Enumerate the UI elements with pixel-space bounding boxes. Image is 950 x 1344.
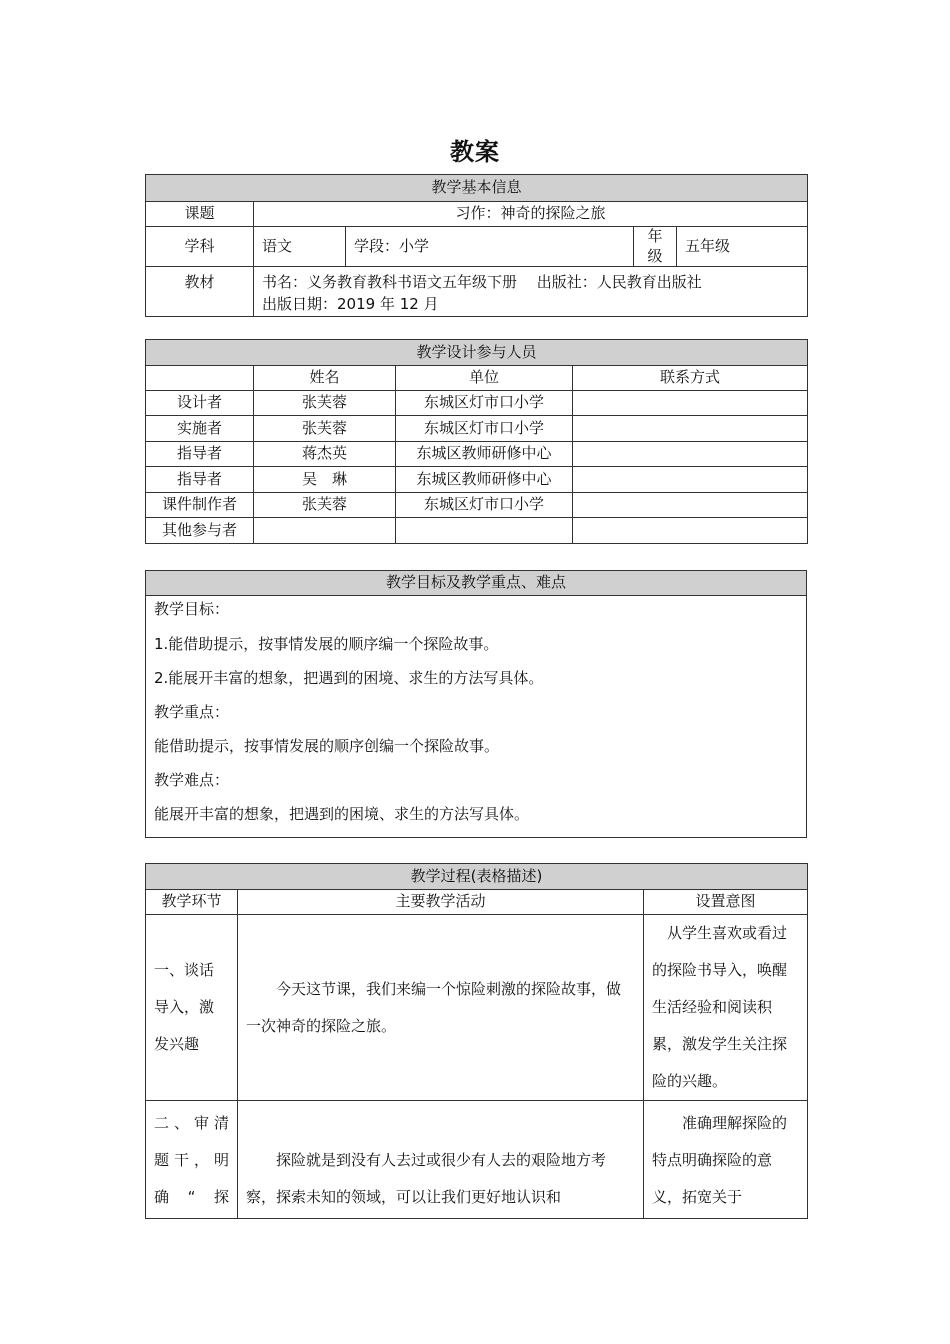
process-stage-line: 二、审清: [154, 1114, 229, 1132]
process-col-activity: 主要教学活动: [238, 890, 644, 915]
material-line-1: 书名：义务教育教科书语文五年级下册 出版社：人民教育出版社: [262, 273, 702, 291]
participant-unit: 东城区灯市口小学: [396, 391, 573, 416]
participants-header: 教学设计参与人员: [146, 340, 808, 366]
participant-contact: [573, 493, 808, 518]
participant-role: 设计者: [146, 391, 254, 416]
participant-name: 张芙蓉: [254, 493, 396, 518]
participant-contact: [573, 416, 808, 442]
participants-col-role: [146, 366, 254, 391]
process-col-stage: 教学环节: [146, 890, 238, 915]
participant-unit: 东城区教师研修中心: [396, 467, 573, 493]
participant-name: 张芙蓉: [254, 391, 396, 416]
topic-value: 习作：神奇的探险之旅: [254, 202, 808, 227]
process-intent: 准确理解探险的特点明确探险的意义，拓宽关于: [644, 1101, 808, 1219]
process-activity: 今天这节课，我们来编一个惊险刺激的探险故事，做一次神奇的探险之旅。: [238, 915, 644, 1101]
process-stage-line: 发兴趣: [154, 1035, 200, 1053]
process-stage: [146, 1101, 238, 1219]
page-title: 教案: [450, 138, 500, 166]
process-stage-line: 题干，明: [154, 1151, 229, 1169]
goals-line: 教学难点：: [154, 771, 230, 789]
participant-contact: [573, 391, 808, 416]
table-row: [146, 391, 808, 416]
process-stage-line: 导入，激: [154, 998, 215, 1016]
topic-label: 课题: [146, 202, 254, 227]
participant-role: 指导者: [146, 442, 254, 467]
participant-role: 指导者: [146, 467, 254, 493]
goals-body: [146, 596, 807, 838]
subject-value: 语文: [254, 227, 346, 267]
participant-name: 张芙蓉: [254, 416, 396, 442]
basic-info-header: 教学基本信息: [146, 175, 808, 202]
process-stage-line: 确“探: [154, 1188, 229, 1206]
participant-unit: 东城区教师研修中心: [396, 442, 573, 467]
table-row: [146, 1101, 808, 1219]
participant-contact: [573, 442, 808, 467]
participant-name: 蒋杰英: [254, 442, 396, 467]
goals-line: 1.能借助提示，按事情发展的顺序编一个探险故事。: [154, 635, 499, 653]
material-label: 教材: [146, 267, 254, 317]
process-stage: [146, 915, 238, 1101]
table-row: [146, 467, 808, 493]
participant-name: 吴 琳: [254, 467, 396, 493]
process-col-intent: 设置意图: [644, 890, 808, 915]
participant-name: [254, 518, 396, 544]
material-line-2: 出版日期：2019 年 12 月: [262, 295, 439, 313]
participants-col-name: 姓名: [254, 366, 396, 391]
goals-line: 教学重点：: [154, 703, 230, 721]
goals-line: 教学目标：: [154, 600, 230, 618]
stage-value: 学段：小学: [346, 227, 634, 267]
participant-unit: 东城区灯市口小学: [396, 493, 573, 518]
participant-role: 其他参与者: [146, 518, 254, 544]
process-table: [145, 863, 808, 1219]
participant-unit: [396, 518, 573, 544]
table-row: [146, 518, 808, 544]
goals-line: 能借助提示，按事情发展的顺序创编一个探险故事。: [154, 737, 500, 755]
participants-table: [145, 339, 808, 544]
grade-value: 五年级: [677, 227, 808, 267]
process-intent: 从学生喜欢或看过的探险书导入，唤醒生活经验和阅读积累，激发学生关注探险的兴趣。: [644, 915, 808, 1101]
participant-contact: [573, 467, 808, 493]
participants-col-unit: 单位: [396, 366, 573, 391]
process-stage-line: 一、谈话: [154, 961, 215, 979]
participant-role: 实施者: [146, 416, 254, 442]
basic-info-table: [145, 174, 808, 317]
goals-header: 教学目标及教学重点、难点: [146, 571, 807, 596]
material-value: [254, 267, 808, 317]
process-header: 教学过程(表格描述): [146, 864, 808, 890]
participants-col-contact: 联系方式: [573, 366, 808, 391]
table-row: [146, 416, 808, 442]
table-row: [146, 915, 808, 1101]
participant-contact: [573, 518, 808, 544]
grade-label: 年级: [634, 227, 677, 267]
subject-label: 学科: [146, 227, 254, 267]
table-row: [146, 493, 808, 518]
goals-line: 2.能展开丰富的想象，把遇到的困境、求生的方法写具体。: [154, 669, 544, 687]
table-row: [146, 442, 808, 467]
goals-table: [145, 570, 807, 838]
goals-line: 能展开丰富的想象，把遇到的困境、求生的方法写具体。: [154, 805, 530, 823]
process-activity: 探险就是到没有人去过或很少有人去的艰险地方考察，探索未知的领域，可以让我们更好地认识和: [238, 1101, 644, 1219]
participant-role: 课件制作者: [146, 493, 254, 518]
participant-unit: 东城区灯市口小学: [396, 416, 573, 442]
